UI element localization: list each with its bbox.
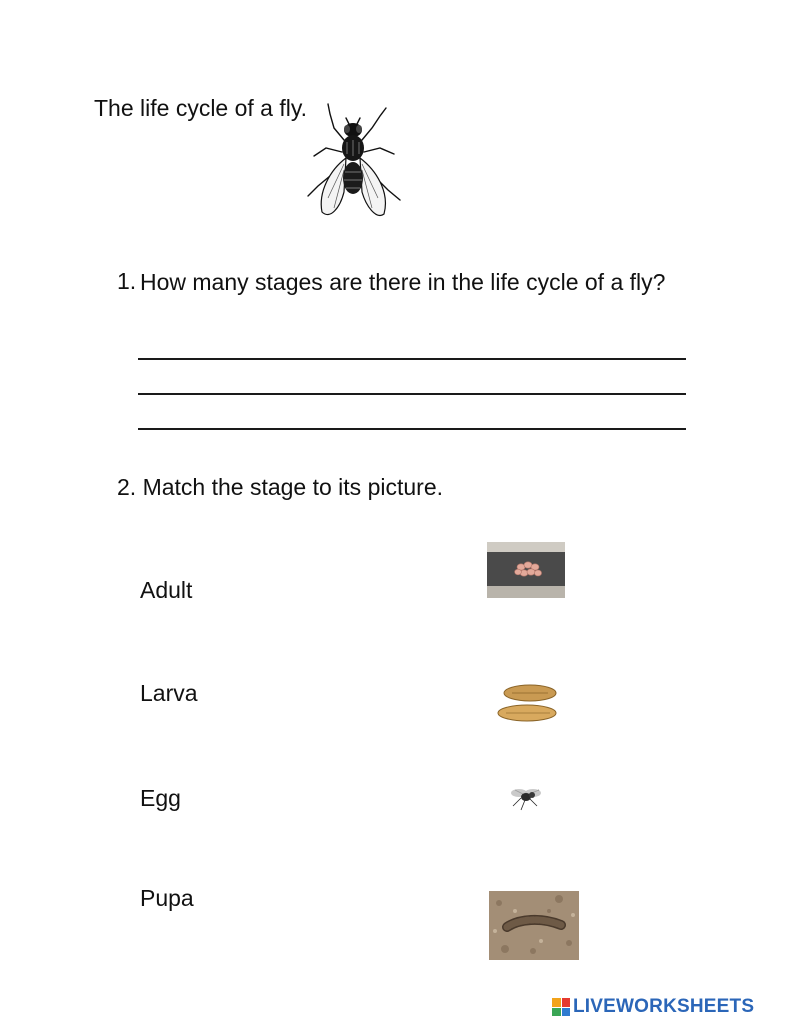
adult-fly-icon <box>505 778 547 816</box>
brand-name: LIVEWORKSHEETS <box>573 996 755 1017</box>
logo-square <box>562 1008 571 1017</box>
fly-illustration-icon <box>300 100 408 222</box>
question-2-text: 2. Match the stage to its picture. <box>117 474 443 500</box>
logo-square <box>562 998 571 1007</box>
page-title: The life cycle of a fly. <box>94 95 308 121</box>
liveworksheets-logo <box>552 994 754 1020</box>
logo-square <box>552 998 561 1007</box>
pupa-icon <box>492 680 564 726</box>
egg-cluster-icon <box>487 542 565 598</box>
answer-line[interactable] <box>138 428 686 430</box>
logo-square <box>552 1008 561 1017</box>
answer-line[interactable] <box>138 393 686 395</box>
stage-label-egg: Egg <box>140 785 181 811</box>
larva-icon <box>489 891 579 960</box>
stage-label-pupa: Pupa <box>140 885 194 911</box>
question-1-number: 1. <box>117 268 137 294</box>
answer-line[interactable] <box>138 358 686 360</box>
liveworksheets-mark-icon <box>552 998 570 1016</box>
stage-label-larva: Larva <box>140 680 198 706</box>
stage-label-adult: Adult <box>140 577 193 603</box>
question-1-text: How many stages are there in the life cycle of a fly? <box>140 269 666 295</box>
